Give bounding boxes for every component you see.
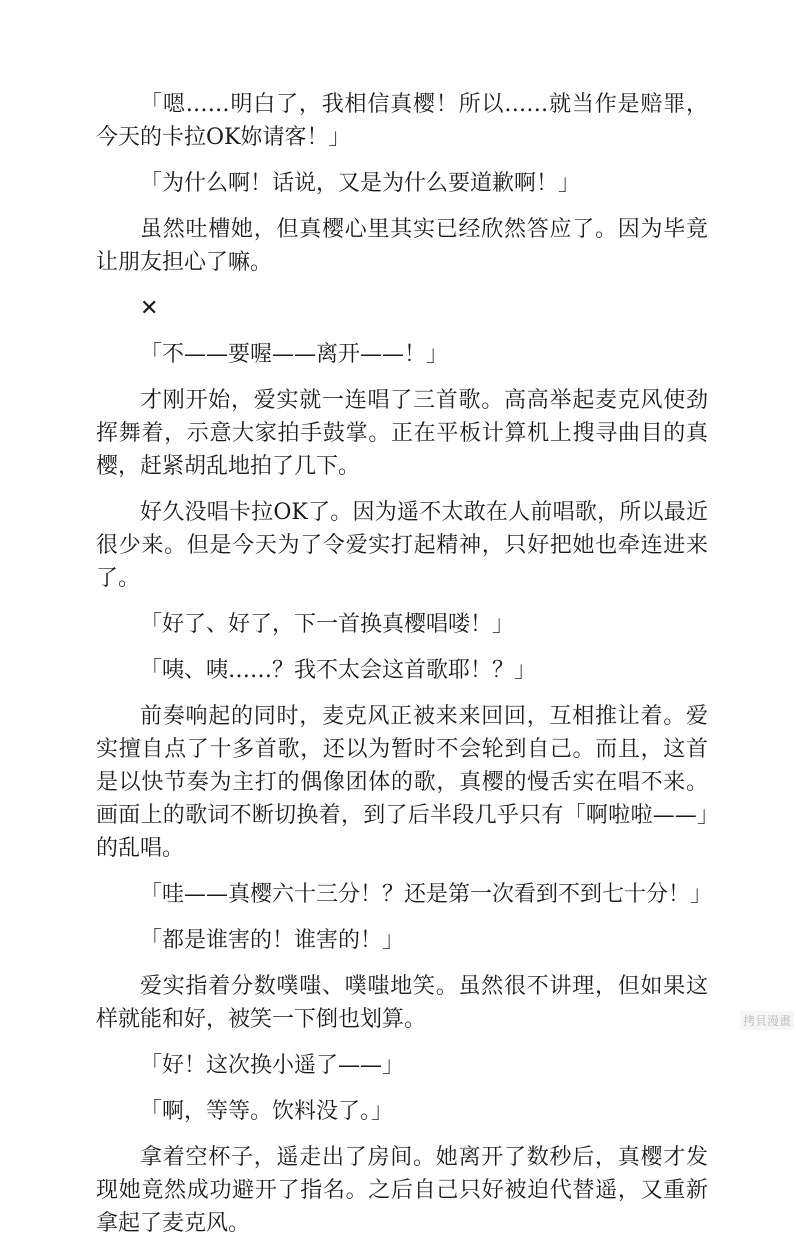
paragraph: 好久没唱卡拉OK了。因为遥不太敢在人前唱歌，所以最近很少来。但是今天为了令爱实打起精神，只好把她也牵连进来了。 (96, 500, 708, 591)
paragraph: 「好！这次换小遥了——」 (140, 1053, 405, 1078)
paragraph: 「都是谁害的！谁害的！」 (140, 928, 405, 953)
paragraph: 前奏响起的同时，麦克风正被来来回回，互相推让着。爱实擅自点了十多首歌，还以为暂时不会轮到自己。而且，这首是以快节奏为主打的偶像团体的歌，真樱的慢舌实在唱不来。画面上的歌词不断切换着，到了后半段几乎只有「啊啦啦——」的乱唱。 (96, 704, 708, 861)
paragraph: 拿着空杯子，遥走出了房间。她离开了数秒后，真樱才发现她竟然成功避开了指名。之后自己只好被迫代替遥，又重新拿起了麦克风。 (96, 1145, 708, 1236)
paragraph: 「啊，等等。饮料没了。」 (140, 1099, 394, 1124)
paragraph: 爱实指着分数噗嗤、噗嗤地笑。虽然很不讲理，但如果这样就能和好，被笑一下倒也划算。 (96, 974, 708, 1032)
paragraph: 「为什么啊！话说，又是为什么要道歉啊！」 (140, 171, 581, 196)
paragraph: 「哇——真樱六十三分！？还是第一次看到不到七十分！」 (140, 882, 713, 907)
paragraph: 才刚开始，爱实就一连唱了三首歌。高高举起麦克风使劲挥舞着，示意大家拍手鼓掌。正在平板计算机上搜寻曲目的真樱，赶紧胡乱地拍了几下。 (96, 388, 708, 479)
paragraph: 「不——要喔——离开——！」 (140, 342, 449, 367)
scene-break: ✕ (140, 296, 159, 321)
document-body (96, 88, 713, 1253)
paragraph: 「嗯……明白了，我相信真樱！所以……就当作是赔罪，今天的卡拉OK妳请客！」 (96, 92, 708, 150)
paragraph: 虽然吐槽她，但真樱心里其实已经欣然答应了。因为毕竟让朋友担心了嘛。 (96, 217, 708, 275)
paragraph: 「好了、好了，下一首换真樱唱喽！」 (140, 612, 515, 637)
watermark: 拷貝漫畫 (740, 1011, 794, 1030)
paragraph: 「咦、咦……？我不太会这首歌耶！？」 (140, 658, 537, 683)
